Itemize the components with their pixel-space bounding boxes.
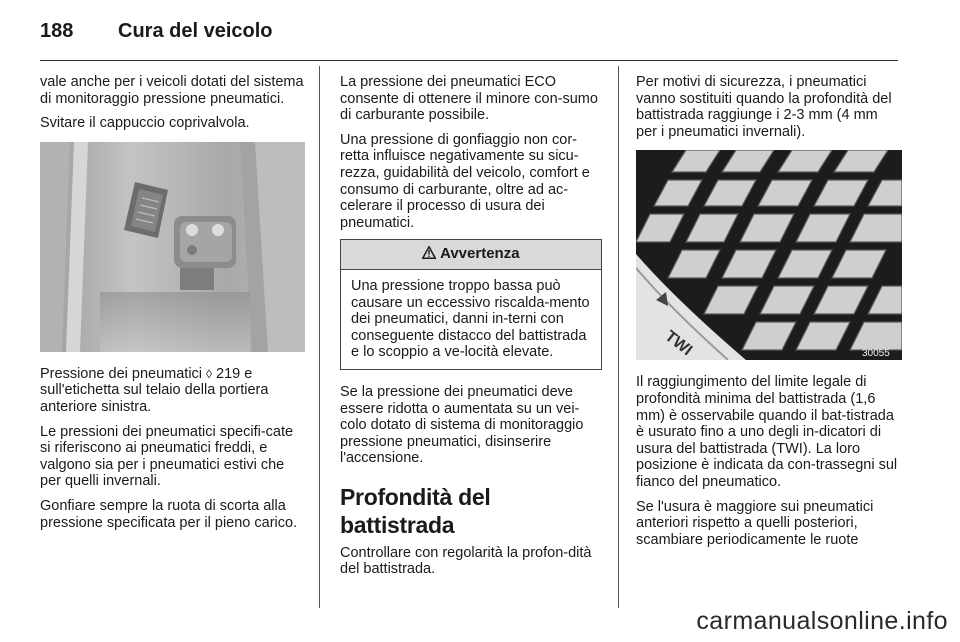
paragraph: Il raggiungimento del limite legale di profondità minima del battistrada (1,6 mm) è osservabile quando il bat-tistrada è usurato fino a uno degli in-dicatori di usura del battistrada (TWI). La loro posizione è indicata da con-trassegni sul fianco del pneumatico.	[636, 374, 898, 490]
column-middle	[340, 74, 602, 586]
paragraph: vale anche per i veicoli dotati del sistema di monitoraggio pressione pneumatici.	[40, 74, 304, 107]
paragraph: Se l'usura è maggiore sui pneumatici anteriori rispetto a quelli posteriori, scambiare periodicamente le ruote	[636, 498, 874, 548]
paragraph: Gonfiare sempre la ruota di scorta alla pressione specificata per il pieno carico.	[40, 497, 298, 531]
page-title: Cura del veicolo	[118, 20, 273, 42]
twi-marking: TWI	[661, 328, 696, 360]
paragraph-continuation: e sull'etichetta sul telaio della portiera anteriore sinistra.	[40, 365, 269, 415]
warning-header	[341, 240, 601, 270]
column-left	[40, 74, 305, 539]
section-heading: Profondità del battistrada	[340, 483, 491, 538]
column-right	[636, 74, 902, 556]
tyre-pressure-label: Pressione dei pneumatici	[40, 365, 203, 382]
paragraph: La pressione dei pneumatici ECO consente di ottenere il minore con-sumo di carburante possibile.	[340, 74, 598, 124]
column-divider-right	[618, 66, 619, 608]
paragraph: Una pressione di gonfiaggio non cor-retta influisce negativamente su sicu-rezza, guidabilità del veicolo, comfort e consumo di carburante, oltre ad ac-celerare il processo di usura dei pneumatici.	[340, 131, 590, 231]
paragraph: Svitare il cappuccio coprivalvola.	[40, 115, 250, 132]
paragraph	[40, 366, 305, 416]
page-number: 188	[40, 20, 74, 42]
paragraph: Per motivi di sicurezza, i pneumatici vanno sostituiti quando la profondità del battistrada raggiunge i 2-3 mm (4 mm per i pneumatici invernali).	[636, 74, 892, 140]
warning-triangle-icon	[422, 245, 440, 262]
paragraph: Se la pressione dei pneumatici deve essere ridotta o aumentata su un vei-colo dotato di sistema di monitoraggio pressione pneumatici, disinserire l'accensione.	[340, 383, 584, 467]
paragraph: Le pressioni dei pneumatici specifi-cate si riferiscono ai pneumatici freddi, e valgono sia per i pneumatici estivi che per quelli invernali.	[40, 423, 294, 490]
page-reference[interactable]: 219	[216, 365, 241, 382]
figure-code: 30055	[862, 348, 890, 360]
door-frame-label-photo	[40, 142, 305, 352]
header-divider	[40, 60, 898, 61]
warning-box	[340, 239, 602, 370]
warning-title: Avvertenza	[440, 245, 520, 263]
paragraph: Controllare con regolarità la profon-dità del battistrada.	[340, 544, 592, 578]
door-frame-illustration	[40, 142, 305, 352]
site-watermark: carmanualsonline.info	[696, 607, 948, 635]
page-reference-icon: ◊	[206, 366, 212, 381]
column-divider-left	[319, 66, 320, 608]
warning-text: Una pressione troppo bassa può causare un eccessivo riscalda-mento dei pneumatici, danni in-terni con conseguente distacco del battistrada e lo scoppio a ve-locità elevate.	[351, 277, 590, 361]
tyre-tread-photo	[636, 150, 902, 360]
tyre-tread-illustration	[636, 150, 902, 360]
